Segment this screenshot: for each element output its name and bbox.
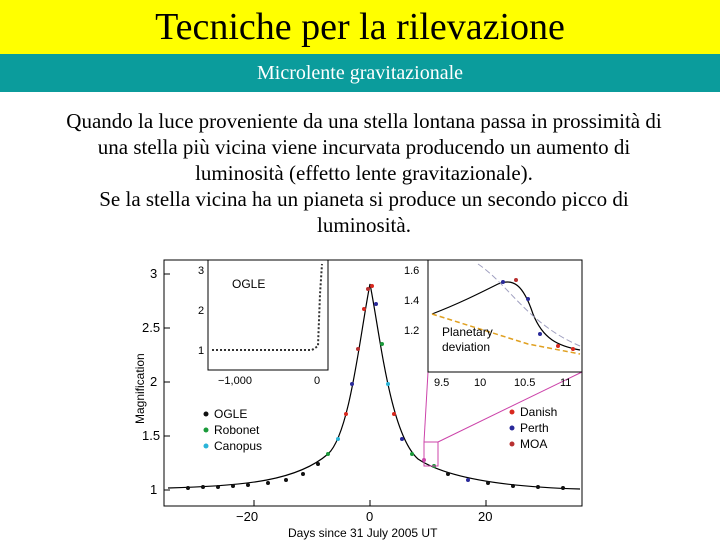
- title-band: [0, 0, 720, 54]
- inset-planetary: [404, 260, 582, 389]
- inset-y-tick: 1.6: [404, 265, 420, 277]
- slide-subtitle: Microlente gravitazionale: [256, 61, 463, 84]
- body-line: Quando la luce proveniente da una stella lontana passa in prossimità di: [66, 109, 662, 133]
- light-curve-plot: [128, 254, 588, 540]
- inset-y-tick: 2: [198, 305, 205, 317]
- x-axis-label: Days since 31 July 2005 UT: [288, 526, 438, 540]
- y-tick-label: 3: [150, 266, 158, 281]
- x-tick-label: 0: [366, 509, 374, 524]
- inset-label: OGLE: [232, 277, 266, 291]
- legend-entry: Danish: [520, 405, 558, 419]
- inset-label: Planetary: [442, 325, 493, 339]
- body-text: [14, 108, 714, 238]
- x-tick-label: −20: [236, 509, 259, 524]
- x-tick-label: 20: [478, 509, 493, 524]
- slide-title: Tecniche per la rilevazione: [155, 6, 565, 48]
- microlensing-figure: [128, 254, 588, 540]
- y-tick-label: 1.5: [142, 428, 161, 443]
- body-line: luminosità.: [317, 213, 411, 237]
- y-tick-label: 2: [150, 374, 158, 389]
- inset-y-tick: 1.4: [404, 295, 420, 307]
- y-tick-label: 2.5: [142, 320, 161, 335]
- y-axis-label: Magnification: [133, 353, 147, 424]
- body-line: luminosità (effetto lente gravitazionale).: [195, 161, 533, 185]
- inset-x-tick: 0: [314, 375, 321, 387]
- inset-x-tick: 11: [560, 377, 572, 389]
- legend-entry: OGLE: [214, 407, 248, 421]
- body-line: una stella più vicina viene incurvata producendo un aumento di: [97, 135, 631, 159]
- inset-label: deviation: [442, 340, 491, 354]
- legend-entry: Perth: [520, 421, 549, 435]
- inset-x-tick: −1,000: [218, 375, 252, 387]
- legend-entry: Robonet: [214, 423, 260, 437]
- inset-x-tick: 10: [474, 377, 487, 389]
- legend-entry: MOA: [520, 437, 548, 451]
- inset-y-tick: 3: [198, 265, 205, 277]
- subtitle-band: [0, 54, 720, 92]
- inset-ogle: [198, 260, 328, 387]
- inset-x-tick: 10.5: [514, 377, 536, 389]
- inset-x-tick: 9.5: [434, 377, 450, 389]
- inset-y-tick: 1: [198, 345, 205, 357]
- inset-y-tick: 1.2: [404, 325, 420, 337]
- y-tick-label: 1: [150, 482, 158, 497]
- legend-entry: Canopus: [214, 439, 263, 453]
- body-line: Se la stella vicina ha un pianeta si produce un secondo picco di: [99, 187, 629, 211]
